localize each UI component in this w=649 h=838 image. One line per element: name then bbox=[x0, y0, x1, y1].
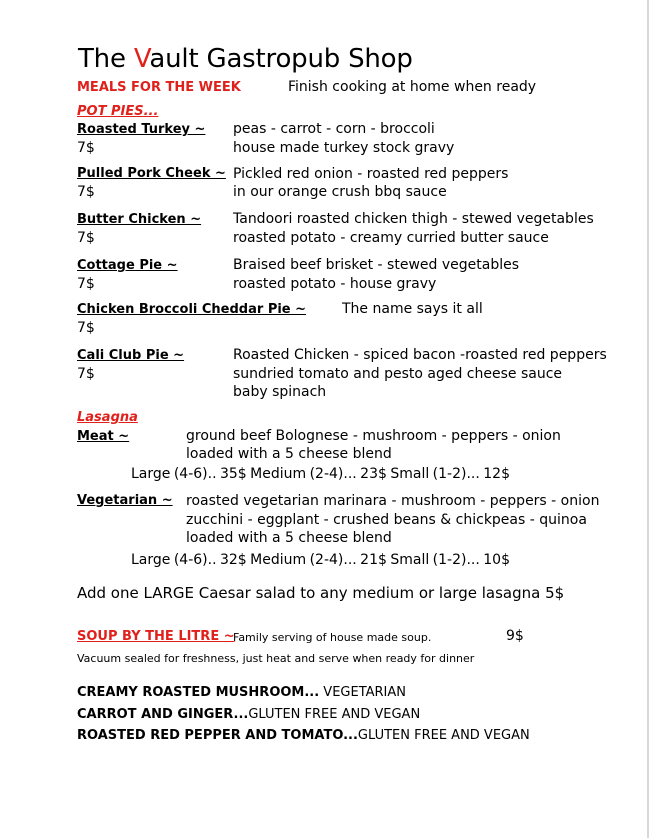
pie-price: 7$ bbox=[77, 230, 95, 246]
soup-name: CARROT AND GINGER... bbox=[77, 707, 249, 722]
meals-header: MEALS FOR THE WEEK bbox=[77, 80, 241, 95]
lasagna-prices: Large (4-6).. 35$ Medium (2-4)... 23$ Small (1-2)... 12$ bbox=[131, 466, 510, 482]
pie-desc: in our orange crush bbq sauce bbox=[233, 184, 447, 200]
pie-price: 7$ bbox=[77, 276, 95, 292]
pie-desc: sundried tomato and pesto aged cheese sauce bbox=[233, 366, 563, 382]
soup-item bbox=[77, 707, 420, 722]
lasagna-name: Meat ~ bbox=[77, 429, 130, 444]
pie-price: 7$ bbox=[77, 140, 95, 156]
pie-desc: baby spinach bbox=[233, 384, 327, 400]
pie-price: 7$ bbox=[77, 320, 95, 336]
pie-desc: Roasted Chicken - spiced bacon -roasted red peppers bbox=[233, 347, 607, 363]
pie-desc: Tandoori roasted chicken thigh - stewed vegetables bbox=[233, 211, 594, 227]
soup-name: CREAMY ROASTED MUSHROOM... bbox=[77, 685, 320, 700]
pie-name: Roasted Turkey ~ bbox=[77, 122, 206, 137]
lasagna-desc: loaded with a 5 cheese blend bbox=[186, 530, 392, 546]
soup-price: 9$ bbox=[506, 628, 524, 644]
soup-item bbox=[77, 728, 530, 743]
lasagna-desc: loaded with a 5 cheese blend bbox=[186, 446, 392, 462]
pie-price: 7$ bbox=[77, 184, 95, 200]
soup-item bbox=[77, 685, 406, 700]
pie-desc: The name says it all bbox=[342, 301, 483, 317]
soup-name: ROASTED RED PEPPER AND TOMATO... bbox=[77, 728, 358, 743]
pie-name: Cali Club Pie ~ bbox=[77, 348, 185, 363]
lasagna-header: Lasagna bbox=[77, 410, 138, 425]
meals-note: Finish cooking at home when ready bbox=[288, 79, 537, 95]
caesar-note: Add one LARGE Caesar salad to any medium or large lasagna 5$ bbox=[77, 584, 565, 602]
pie-desc: house made turkey stock gravy bbox=[233, 140, 455, 156]
pie-desc: roasted potato - creamy curried butter sauce bbox=[233, 230, 549, 246]
lasagna-prices: Large (4-6).. 32$ Medium (2-4)... 21$ Small (1-2)... 10$ bbox=[131, 552, 510, 568]
pot-pies-header: POT PIES... bbox=[77, 104, 159, 119]
pie-desc: Pickled red onion - roasted red peppers bbox=[233, 166, 509, 182]
pie-name: Butter Chicken ~ bbox=[77, 212, 202, 227]
pie-name: Chicken Broccoli Cheddar Pie ~ bbox=[77, 302, 307, 317]
pie-desc: roasted potato - house gravy bbox=[233, 276, 437, 292]
lasagna-desc: ground beef Bolognese - mushroom - peppers - onion bbox=[186, 428, 561, 444]
pie-desc: peas - carrot - corn - broccoli bbox=[233, 121, 435, 137]
soup-tag: GLUTEN FREE AND VEGAN bbox=[248, 707, 421, 722]
pie-name: Pulled Pork Cheek ~ bbox=[77, 166, 226, 181]
pie-desc: Braised beef brisket - stewed vegetables bbox=[233, 257, 520, 273]
soup-note: Family serving of house made soup. bbox=[233, 631, 432, 644]
pie-name: Cottage Pie ~ bbox=[77, 258, 178, 273]
soup-header: SOUP BY THE LITRE ~ bbox=[77, 629, 235, 644]
lasagna-desc: zucchini - eggplant - crushed beans & chickpeas - quinoa bbox=[186, 512, 587, 528]
soup-tag: VEGETARIAN bbox=[319, 685, 407, 700]
soup-note-2: Vacuum sealed for freshness, just heat and serve when ready for dinner bbox=[77, 652, 475, 665]
lasagna-desc: roasted vegetarian marinara - mushroom - peppers - onion bbox=[186, 493, 600, 509]
title-v: V bbox=[133, 44, 150, 74]
lasagna-name: Vegetarian ~ bbox=[77, 493, 173, 508]
title-pre: The bbox=[78, 44, 134, 74]
title-post: ault Gastropub Shop bbox=[149, 44, 413, 74]
page-title bbox=[78, 44, 413, 74]
soup-tag: GLUTEN FREE AND VEGAN bbox=[357, 728, 530, 743]
pie-price: 7$ bbox=[77, 366, 95, 382]
